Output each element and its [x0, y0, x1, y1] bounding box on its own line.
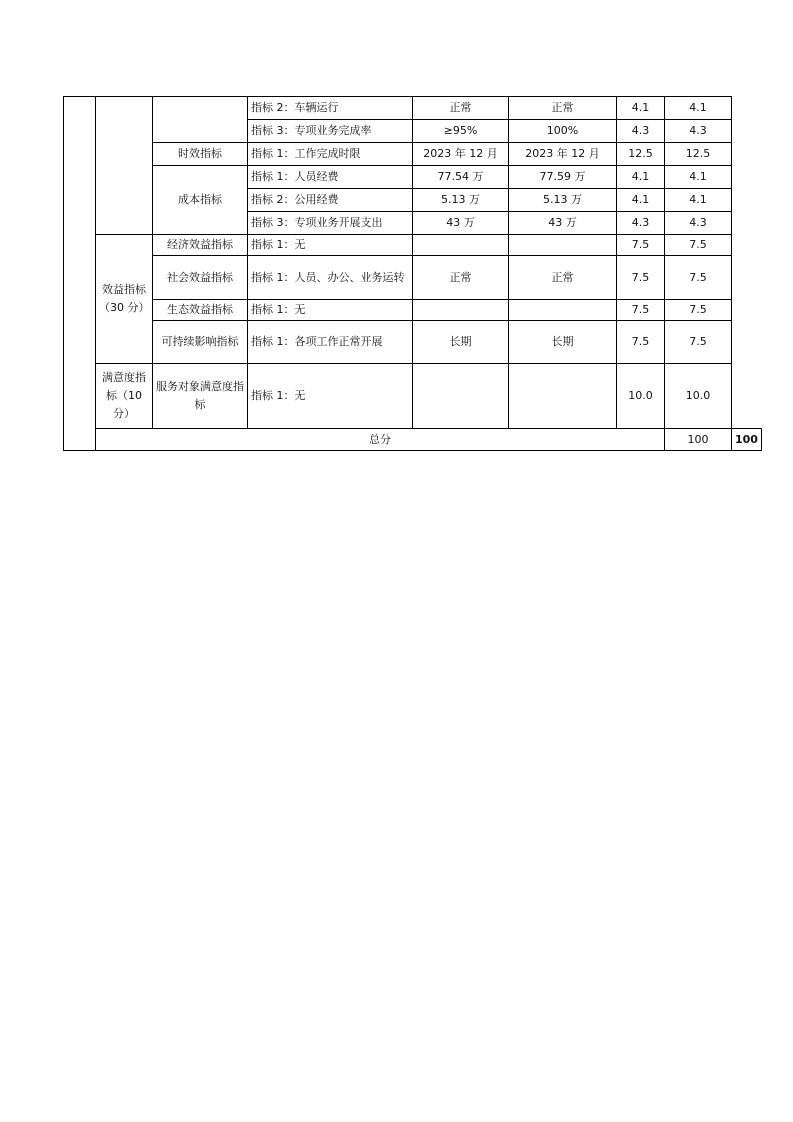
- secondary-indicator-cell: 成本指标: [153, 166, 248, 235]
- indicator-cell: 指标 1：人员经费: [248, 166, 413, 189]
- primary-indicator-cell: [96, 97, 153, 235]
- weight-cell: 7.5: [617, 300, 665, 321]
- table-row: [64, 166, 762, 189]
- score-cell: 7.5: [665, 321, 732, 364]
- target-cell: 2023 年 12 月: [413, 143, 509, 166]
- target-cell: [413, 364, 509, 429]
- weight-cell: 7.5: [617, 235, 665, 256]
- target-cell: 长期: [413, 321, 509, 364]
- indicator-cell: 指标 1：无: [248, 235, 413, 256]
- actual-cell: 正常: [509, 256, 617, 300]
- weight-cell: 12.5: [617, 143, 665, 166]
- secondary-indicator-cell: 经济效益指标: [153, 235, 248, 256]
- secondary-indicator-cell: 服务对象满意度指标: [153, 364, 248, 429]
- table-row: [64, 300, 762, 321]
- score-cell: 4.1: [665, 166, 732, 189]
- target-cell: ≥95%: [413, 120, 509, 143]
- score-cell: 10.0: [665, 364, 732, 429]
- score-cell: 12.5: [665, 143, 732, 166]
- indicator-cell: 指标 1：无: [248, 364, 413, 429]
- table-row: [64, 235, 762, 256]
- secondary-indicator-cell: 可持续影响指标: [153, 321, 248, 364]
- weight-cell: 10.0: [617, 364, 665, 429]
- indicator-cell: 指标 1：人员、办公、业务运转: [248, 256, 413, 300]
- table-row: [64, 143, 762, 166]
- table-row: [64, 256, 762, 300]
- total-weight: 100: [665, 429, 732, 451]
- weight-cell: 4.1: [617, 97, 665, 120]
- actual-cell: 77.59 万: [509, 166, 617, 189]
- weight-cell: 4.3: [617, 120, 665, 143]
- weight-cell: 4.1: [617, 189, 665, 212]
- weight-cell: 4.3: [617, 212, 665, 235]
- total-label: 总分: [96, 429, 665, 451]
- score-cell: 7.5: [665, 256, 732, 300]
- category-cell: [64, 97, 96, 451]
- secondary-indicator-cell: [153, 97, 248, 143]
- score-cell: 7.5: [665, 300, 732, 321]
- target-cell: 正常: [413, 97, 509, 120]
- indicator-cell: 指标 3：专项业务开展支出: [248, 212, 413, 235]
- target-cell: 正常: [413, 256, 509, 300]
- actual-cell: [509, 235, 617, 256]
- table-row: [64, 321, 762, 364]
- indicator-cell: 指标 1：各项工作正常开展: [248, 321, 413, 364]
- actual-cell: [509, 364, 617, 429]
- target-cell: 5.13 万: [413, 189, 509, 212]
- target-cell: 43 万: [413, 212, 509, 235]
- secondary-indicator-cell: 生态效益指标: [153, 300, 248, 321]
- weight-cell: 7.5: [617, 256, 665, 300]
- score-cell: 4.3: [665, 212, 732, 235]
- indicator-cell: 指标 2：公用经费: [248, 189, 413, 212]
- table-row: [64, 97, 762, 120]
- total-score: 100: [732, 429, 762, 451]
- indicator-cell: 指标 2：车辆运行: [248, 97, 413, 120]
- primary-indicator-cell: 满意度指标（10 分）: [96, 364, 153, 429]
- score-cell: 4.1: [665, 97, 732, 120]
- total-row: [64, 429, 762, 451]
- actual-cell: 长期: [509, 321, 617, 364]
- secondary-indicator-cell: 时效指标: [153, 143, 248, 166]
- actual-cell: 43 万: [509, 212, 617, 235]
- actual-cell: 正常: [509, 97, 617, 120]
- actual-cell: 2023 年 12 月: [509, 143, 617, 166]
- score-cell: 7.5: [665, 235, 732, 256]
- primary-indicator-cell: 效益指标（30 分）: [96, 235, 153, 364]
- score-cell: 4.3: [665, 120, 732, 143]
- performance-table: [63, 96, 762, 451]
- actual-cell: [509, 300, 617, 321]
- table-row: [64, 364, 762, 429]
- weight-cell: 7.5: [617, 321, 665, 364]
- weight-cell: 4.1: [617, 166, 665, 189]
- indicator-cell: 指标 1：工作完成时限: [248, 143, 413, 166]
- actual-cell: 5.13 万: [509, 189, 617, 212]
- score-cell: 4.1: [665, 189, 732, 212]
- target-cell: [413, 235, 509, 256]
- target-cell: [413, 300, 509, 321]
- indicator-cell: 指标 1：无: [248, 300, 413, 321]
- secondary-indicator-cell: 社会效益指标: [153, 256, 248, 300]
- actual-cell: 100%: [509, 120, 617, 143]
- indicator-cell: 指标 3：专项业务完成率: [248, 120, 413, 143]
- target-cell: 77.54 万: [413, 166, 509, 189]
